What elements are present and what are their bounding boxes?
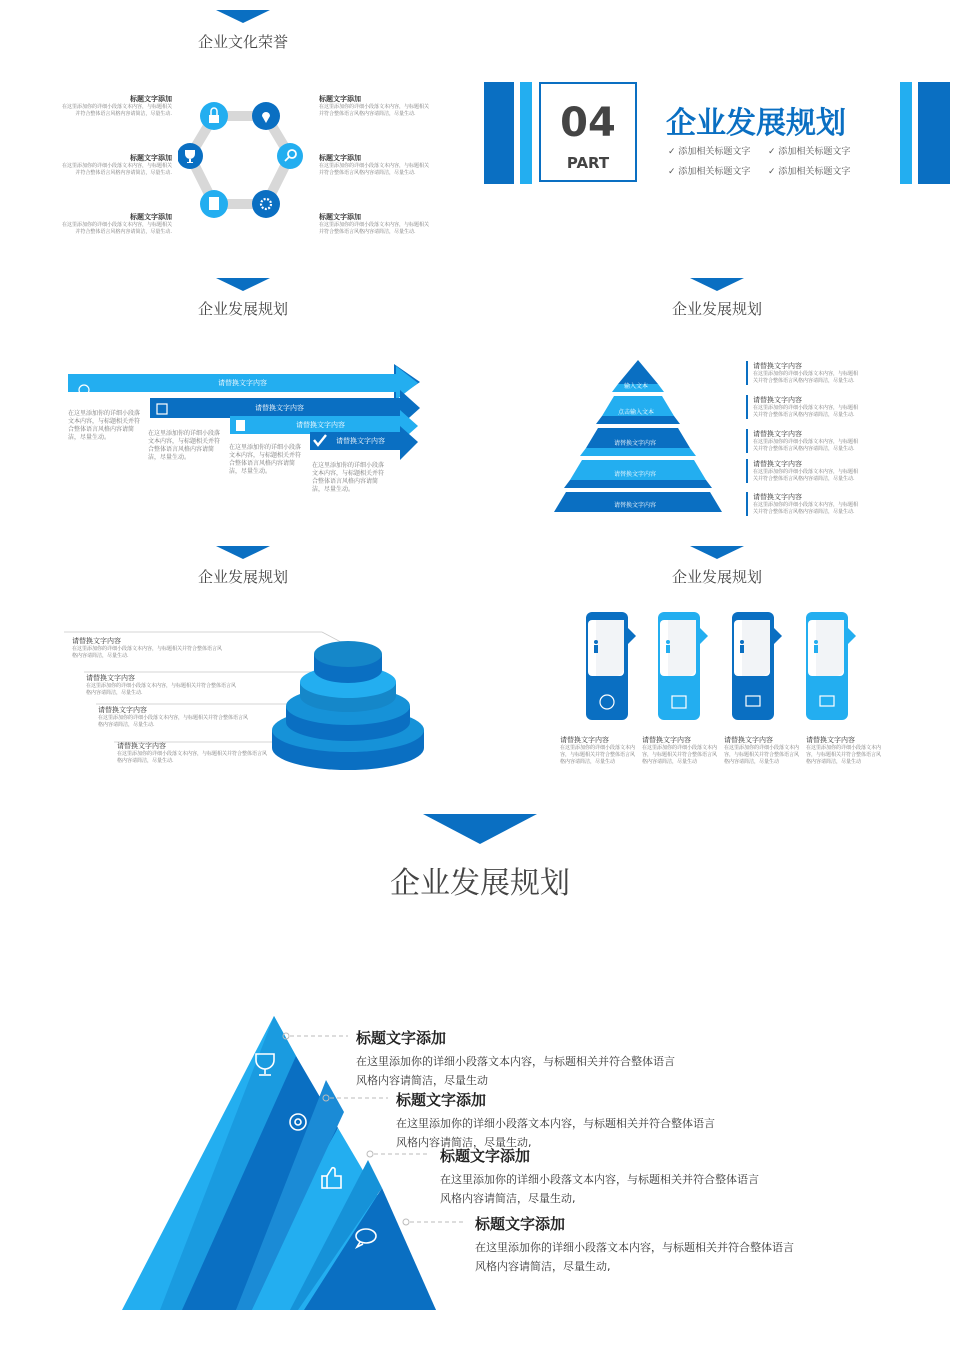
trophy-icon xyxy=(178,143,203,169)
item-label: 请替换文字内容 xyxy=(753,493,802,501)
cylinder-item xyxy=(117,741,267,765)
item-label: 请替换文字内容 xyxy=(117,742,166,750)
list-item xyxy=(746,361,859,385)
honor-item xyxy=(319,94,431,118)
card xyxy=(732,612,782,720)
list-item xyxy=(746,459,859,483)
layer-label: 输入文本 xyxy=(624,383,649,390)
section-title: 企业文化荣誉 xyxy=(197,33,288,51)
decor-bar xyxy=(900,82,912,184)
honor-item xyxy=(60,212,172,236)
item-desc: 在这里添加你的详细小段落文本内容，与标题相关并符合整体语言风格内容请简洁，尽量生动. xyxy=(319,222,430,235)
layer-label: 请替换文字内容 xyxy=(614,502,657,509)
item-desc: 在这里添加你的详细小段落文本内容，与标题相关并符合整体语言风格内容请简洁，尽量生动. xyxy=(98,715,249,728)
item-desc: 在这里添加你的详细小段落文本内容，与标题相关并符合整体语言风格内容请简洁，尽量生动. xyxy=(753,405,859,418)
lock-icon xyxy=(200,102,228,130)
item-desc: 在这里添加你的详细小段落文本内容，与标题相关并符合整体语言风格内容请简洁，尽量生动. xyxy=(61,104,172,117)
item-desc: 在这里添加你的详细小段落文本内容，与标题相关并符合整体语言风格内容请简洁，尽量生动 xyxy=(560,745,636,765)
bullet: ✓ 添加相关标题文字 xyxy=(668,167,751,177)
arrow-label: 请替换文字内容 xyxy=(336,437,385,445)
item-label: 标题文字添加 xyxy=(130,154,172,162)
item-label: 请替换文字内容 xyxy=(753,362,802,370)
list-item xyxy=(746,395,859,419)
item-desc: 在这里添加你的详细小段落文本内容，与标题相关并符合整体语言风格内容请简洁，尽量生动. xyxy=(117,751,268,764)
item-label: 标题文字添加 xyxy=(440,1147,531,1165)
part-label: PART xyxy=(566,154,610,172)
gear-icon xyxy=(252,190,280,218)
search-icon xyxy=(277,143,303,169)
card-caption xyxy=(560,735,636,766)
section-marker xyxy=(216,546,270,559)
item-desc: 在这里添加你的详细小段落文本内容，与标题相关并符合整体语言风格内容请简洁，尽量生动. xyxy=(753,502,859,515)
item-desc: 在这里添加你的详细小段落文本内容，与标题相关并符合整体语言 xyxy=(475,1241,794,1254)
item-label: 标题文字添加 xyxy=(396,1091,487,1109)
item-desc: 在这里添加你的详细小段落文本内容，与标题相关并符合整体语言风格内容请简洁，尽量生动. xyxy=(753,469,859,482)
item-label: 标题文字添加 xyxy=(130,95,172,103)
section-marker xyxy=(690,278,744,291)
section-title: 企业发展规划 xyxy=(390,866,570,901)
item-desc: 在这里添加你的详细小段落文本内容，与标题相关并符合整体语言 xyxy=(356,1055,675,1068)
item-desc: 在这里添加你的详细小段落文本内容，与标题相关并符合整体语言 xyxy=(396,1117,715,1130)
item-desc: 在这里添加你的详细小段落文本内容，与标题相关并符合整体语言风格内容请简洁，尽量生动. xyxy=(319,163,430,176)
arrow-label: 请替换文字内容 xyxy=(218,379,267,387)
layer-label: 请替换文字内容 xyxy=(614,440,657,447)
item-desc: 在这里添加你的详细小段落文本内容，与标题相关并符合整体语言风格内容请简洁，尽量生动. xyxy=(753,439,859,452)
decor-bar xyxy=(484,82,514,184)
document-icon xyxy=(200,190,228,218)
decor-bar xyxy=(918,82,950,184)
section-title: 企业发展规划 xyxy=(197,300,288,318)
card-caption xyxy=(724,735,800,766)
cylinder-item xyxy=(86,673,236,697)
card xyxy=(586,612,636,720)
item-label: 标题文字添加 xyxy=(475,1215,566,1233)
item-desc: 在这里添加你的详细小段落文本内容，与标题相关并符合整体语言 xyxy=(440,1173,759,1186)
person-icon xyxy=(814,640,818,653)
item-label: 请替换文字内容 xyxy=(806,736,855,744)
item-desc: 在这里添加你的详细小段落文本内容，与标题相关并符合整体语言风格内容请简洁，尽量生动. xyxy=(319,104,430,117)
card-caption xyxy=(642,735,718,766)
arrow-label: 请替换文字内容 xyxy=(296,421,345,429)
step-desc: 在这里添加你的详细小段落文本内容，与标题相关并符合整体语言风格内容请简洁，尽量生动。 xyxy=(148,430,221,461)
item-desc: 风格内容请简洁，尽量生动 xyxy=(356,1074,488,1087)
item-label: 请替换文字内容 xyxy=(72,637,121,645)
card-row xyxy=(584,610,856,724)
item-desc: 风格内容请简洁，尽量生动, xyxy=(475,1260,611,1273)
card xyxy=(806,612,856,720)
item-label: 请替换文字内容 xyxy=(560,736,609,744)
honor-item xyxy=(60,94,172,118)
item-desc: 在这里添加你的详细小段落文本内容，与标题相关并符合整体语言风格内容请简洁，尽量生动 xyxy=(806,745,882,765)
part-title: 企业发展规划 xyxy=(666,106,846,141)
mountain-item xyxy=(396,1089,776,1150)
section-marker xyxy=(690,546,744,559)
item-desc: 风格内容请简洁，尽量生动, xyxy=(440,1192,576,1205)
item-desc: 风格内容请简洁，尽量生动, xyxy=(396,1136,532,1149)
item-label: 请替换文字内容 xyxy=(98,706,147,714)
list-item xyxy=(746,492,859,516)
cylinder-item xyxy=(98,705,248,729)
honor-item xyxy=(319,212,431,236)
part-number: 04 xyxy=(560,100,616,146)
mountain-item xyxy=(440,1145,820,1206)
item-label: 请替换文字内容 xyxy=(753,430,802,438)
step-desc: 在这里添加你的详细小段落文本内容，与标题相关并符合整体语言风格内容请简洁，尽量生动。 xyxy=(229,444,302,475)
honor-item xyxy=(319,153,431,177)
item-label: 标题文字添加 xyxy=(356,1029,447,1047)
item-label: 标题文字添加 xyxy=(130,213,172,221)
part-box xyxy=(539,82,637,182)
step-desc: 在这里添加你的详细小段落文本内容，与标题相关并符合整体语言风格内容请简洁，尽量生动。 xyxy=(68,410,141,441)
person-icon xyxy=(666,640,670,653)
item-desc: 在这里添加你的详细小段落文本内容，与标题相关并符合整体语言风格内容请简洁，尽量生动. xyxy=(61,222,172,235)
item-label: 标题文字添加 xyxy=(319,154,361,162)
person-icon xyxy=(594,640,598,653)
honor-item xyxy=(60,153,172,177)
section-marker xyxy=(216,278,270,291)
item-label: 请替换文字内容 xyxy=(642,736,691,744)
item-desc: 在这里添加你的详细小段落文本内容，与标题相关并符合整体语言风格内容请简洁，尽量生动. xyxy=(86,683,237,696)
item-label: 标题文字添加 xyxy=(319,213,361,221)
step-desc: 在这里添加你的详细小段落文本内容，与标题相关并符合整体语言风格内容请简洁，尽量生动。 xyxy=(312,462,385,493)
bullet: ✓ 添加相关标题文字 xyxy=(768,167,851,177)
section-marker xyxy=(216,10,270,23)
copy-icon xyxy=(236,420,245,431)
card-caption xyxy=(806,735,882,766)
card xyxy=(658,612,708,720)
item-label: 请替换文字内容 xyxy=(753,460,802,468)
item-desc: 在这里添加你的详细小段落文本内容，与标题相关并符合整体语言风格内容请简洁，尽量生动 xyxy=(642,745,718,765)
item-label: 请替换文字内容 xyxy=(753,396,802,404)
bullet: ✓ 添加相关标题文字 xyxy=(668,147,751,157)
section-title: 企业发展规划 xyxy=(671,568,762,586)
item-desc: 在这里添加你的详细小段落文本内容，与标题相关并符合整体语言风格内容请简洁，尽量生动. xyxy=(753,371,859,384)
honor-diagram xyxy=(178,96,308,226)
section-title: 企业发展规划 xyxy=(197,568,288,586)
list-item xyxy=(746,429,859,453)
decor-bar xyxy=(520,82,532,184)
layer-label: 请替换文字内容 xyxy=(614,471,657,478)
mountain-item xyxy=(356,1027,736,1088)
layer-label: 点击输入文本 xyxy=(618,409,655,416)
mountain-item xyxy=(475,1213,855,1274)
person-icon xyxy=(740,640,744,653)
item-desc: 在这里添加你的详细小段落文本内容，与标题相关并符合整体语言风格内容请简洁，尽量生动. xyxy=(72,646,223,659)
item-desc: 在这里添加你的详细小段落文本内容，与标题相关并符合整体语言风格内容请简洁，尽量生动 xyxy=(724,745,800,765)
item-label: 请替换文字内容 xyxy=(86,674,135,682)
bullet: ✓ 添加相关标题文字 xyxy=(768,147,851,157)
cylinder-item xyxy=(72,636,222,660)
arrow-label: 请替换文字内容 xyxy=(255,404,304,412)
section-marker xyxy=(423,814,537,844)
item-label: 标题文字添加 xyxy=(319,95,361,103)
section-title: 企业发展规划 xyxy=(671,300,762,318)
location-icon xyxy=(252,102,280,130)
item-label: 请替换文字内容 xyxy=(724,736,773,744)
item-desc: 在这里添加你的详细小段落文本内容，与标题相关并符合整体语言风格内容请简洁，尽量生动. xyxy=(61,163,172,176)
